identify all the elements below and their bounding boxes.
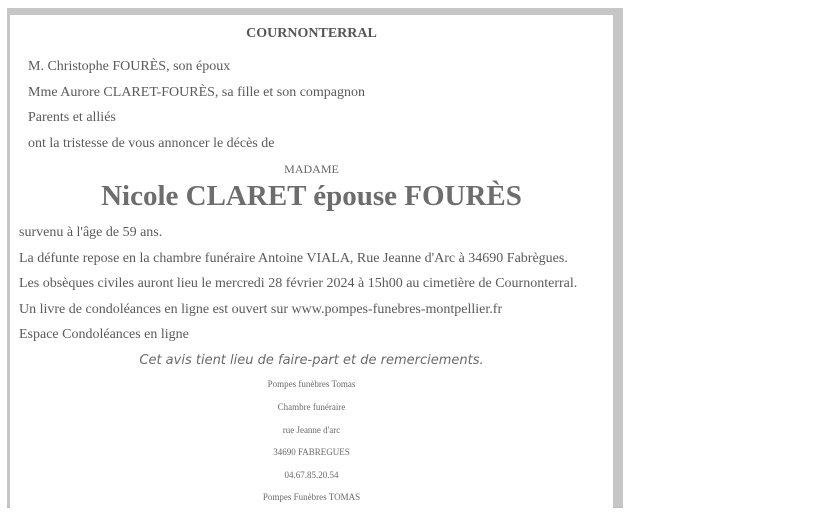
funeral-home-city: 34690 FABREGUES (273, 447, 350, 457)
family-line: Mme Aurore CLARET-FOURÈS, sa fille et son compagnon (28, 85, 366, 100)
funeral-home-signature: Pompes Funèbres TOMAS (262, 492, 361, 502)
rest-place-line: La défunte repose en la chambre funéraire Antoine VIALA, Rue Jeanne d'Arc à 34690 Fabrègues. (19, 251, 568, 266)
condolence-space-line: Espace Condoléances en ligne (19, 327, 189, 342)
age-line: survenu à l'âge de 59 ans. (19, 225, 163, 240)
town-heading: COURNONTERRAL (246, 26, 377, 41)
funeral-home-phone: 04.67.85.20.54 (284, 470, 339, 480)
family-line: M. Christophe FOURÈS, son époux (28, 59, 231, 74)
closing-note: Cet avis tient lieu de faire-part et de remerciements. (139, 353, 484, 368)
funeral-home-name: Pompes funèbres Tomas (267, 379, 356, 389)
condolence-book-line: Un livre de condoléances en ligne est ouvert sur www.pompes-funebres-montpellier.fr (19, 302, 503, 317)
funeral-home-chamber: Chambre funéraire (277, 402, 346, 412)
obituary-notice (10, 15, 613, 508)
deceased-name: Nicole CLARET épouse FOURÈS (101, 180, 522, 212)
announcement-line: ont la tristesse de vous annoncer le décès de (28, 136, 275, 151)
title-madame: MADAME (284, 162, 339, 176)
funeral-home-street: rue Jeanne d'arc (282, 425, 341, 435)
family-line: Parents et alliés (28, 110, 116, 125)
funeral-details-line: Les obsèques civiles auront lieu le mercredi 28 février 2024 à 15h00 au cimetière de Cournonterral. (19, 276, 578, 291)
notice-frame (7, 8, 623, 508)
